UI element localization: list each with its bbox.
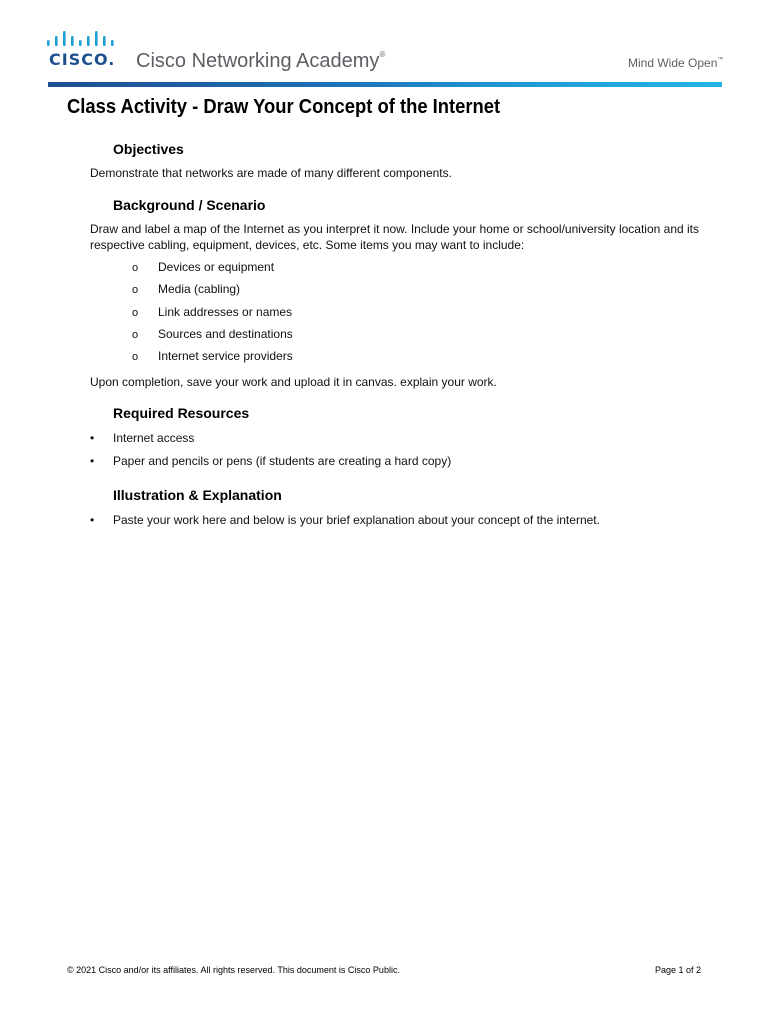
list-item	[90, 512, 600, 535]
logo-word-text: CISCO	[49, 50, 109, 69]
list-item	[132, 326, 293, 348]
list-item-text: Paste your work here and below is your brief explanation about your concept of the internet.	[113, 513, 600, 527]
registered-mark: ®	[379, 50, 386, 59]
resources-list	[90, 430, 451, 476]
list-item-text: Paper and pencils or pens (if students are creating a hard copy)	[113, 454, 452, 468]
objectives-heading: Objectives	[113, 141, 184, 157]
illustration-heading: Illustration & Explanation	[113, 487, 282, 503]
objectives-text: Demonstrate that networks are made of many different components.	[90, 166, 452, 180]
list-item	[90, 453, 451, 476]
list-item	[132, 259, 293, 281]
list-item-text: Internet access	[113, 431, 195, 445]
list-item	[132, 281, 293, 303]
list-item-text: Media (cabling)	[158, 282, 241, 297]
illustration-list	[90, 512, 600, 535]
list-marker: o	[132, 262, 139, 274]
page-title: Class Activity - Draw Your Concept of the Internet	[67, 96, 501, 118]
list-marker: o	[132, 284, 139, 297]
background-heading: Background / Scenario	[113, 197, 266, 213]
page-number: Page 1 of 2	[654, 965, 701, 975]
list-marker: o	[132, 351, 139, 364]
background-item-list	[132, 259, 293, 370]
bullet-marker: •	[90, 513, 95, 527]
list-item-text: Link addresses or names	[158, 304, 293, 319]
list-item	[132, 304, 293, 326]
bullet-marker: •	[90, 431, 95, 445]
bullet-marker: •	[90, 454, 95, 468]
academy-title-text: Cisco Networking Academy	[136, 50, 380, 72]
trademark-mark: ™	[717, 57, 724, 63]
list-item-text: Sources and destinations	[158, 326, 293, 341]
tagline-text: Mind Wide Open	[628, 56, 718, 70]
resources-heading: Required Resources	[113, 405, 250, 421]
list-item	[132, 348, 293, 370]
list-item-text: Devices or equipment	[158, 260, 275, 274]
copyright-text: © 2021 Cisco and/or its affiliates. All rights reserved. This document is Cisco Public.	[67, 965, 400, 975]
list-item	[90, 430, 451, 453]
list-marker: o	[132, 328, 139, 341]
background-closing: Upon completion, save your work and upload it in canvas. explain your work.	[90, 375, 497, 389]
list-marker: o	[132, 306, 139, 319]
logo-dot: .	[108, 50, 116, 69]
background-intro: Draw and label a map of the Internet as you interpret it now. Include your home or school/university location and its respective cabling, equipment, devices, etc. Some items you may want to include:	[90, 222, 699, 252]
list-item-text: Internet service providers	[158, 349, 293, 364]
